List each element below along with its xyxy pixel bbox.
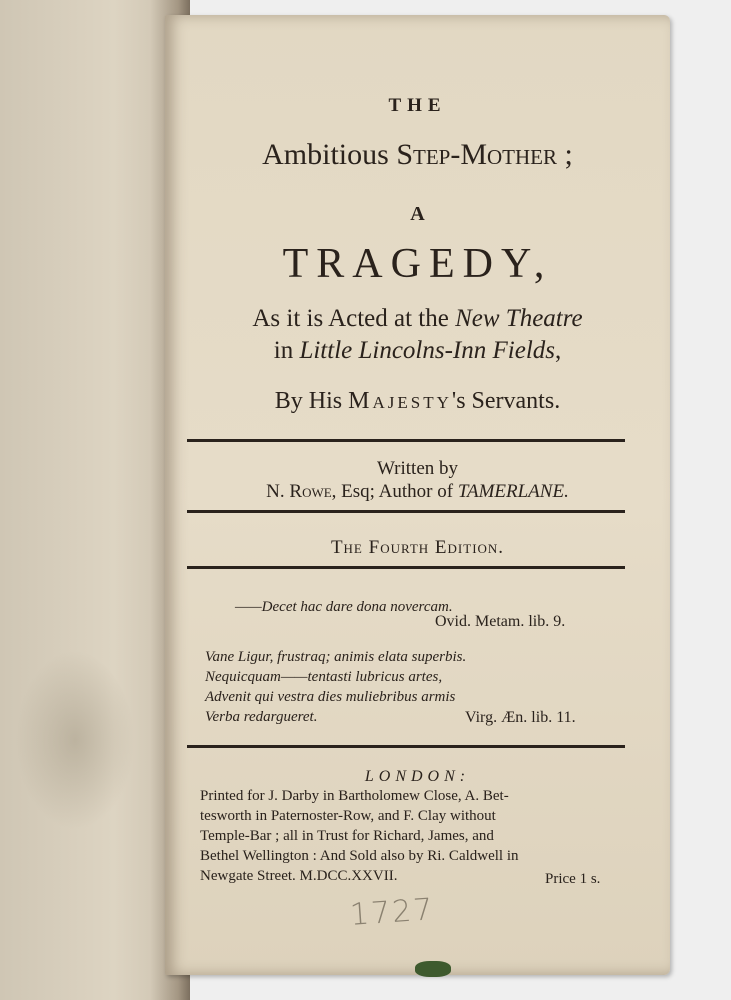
servants-a: By His bbox=[274, 388, 349, 414]
ovid-motto: ——Decet hac dare dona novercam. bbox=[235, 599, 453, 615]
author-a: N. bbox=[266, 481, 290, 502]
acted-line-2-c: , bbox=[555, 337, 562, 364]
servants-c: 's Servants. bbox=[451, 388, 561, 414]
pencil-annotation: 1727 bbox=[348, 892, 436, 933]
play-title-part3: ; bbox=[557, 138, 573, 171]
binding-thread bbox=[415, 961, 451, 977]
ovid-source: Ovid. Metam. lib. 9. bbox=[435, 613, 566, 630]
play-title-part2: Step-Mother bbox=[396, 138, 558, 171]
divider-rule-4 bbox=[187, 745, 625, 748]
title-page bbox=[165, 15, 670, 975]
author-line bbox=[165, 481, 670, 503]
bleed-through-ornament bbox=[15, 650, 135, 830]
title-the: THE bbox=[388, 95, 447, 116]
acted-line-1-a: As it is Acted at the bbox=[252, 305, 456, 332]
play-title bbox=[165, 138, 670, 172]
author-d: TAMERLANE. bbox=[457, 481, 569, 502]
imprint-line: Printed for J. Darby in Bartholomew Close, A. Bet- bbox=[200, 788, 509, 804]
author-b: Rowe bbox=[289, 481, 332, 502]
edition-line: The Fourth Edition. bbox=[330, 537, 505, 558]
acted-line-1 bbox=[165, 305, 670, 333]
acted-line-2-a: in bbox=[273, 337, 300, 364]
genre-tragedy: TRAGEDY, bbox=[282, 241, 553, 287]
author-c: , Esq; Author of bbox=[331, 481, 458, 502]
virgil-source: Virg. Æn. lib. 11. bbox=[465, 709, 576, 726]
verse-line: Nequicquam——tentasti lubricus artes, bbox=[205, 669, 443, 685]
play-title-part1: Ambitious bbox=[262, 138, 397, 171]
imprint-line: tesworth in Paternoster-Row, and F. Clay without bbox=[200, 808, 496, 824]
price: Price 1 s. bbox=[545, 871, 601, 887]
imprint-line: Newgate Street. M.DCC.XXVII. bbox=[200, 868, 398, 884]
verse-line: Vane Ligur, frustraq; animis elata superbis. bbox=[205, 649, 467, 665]
imprint-line: Temple-Bar ; all in Trust for Richard, James, and bbox=[200, 828, 494, 844]
written-by: Written by bbox=[376, 458, 459, 479]
servants-line bbox=[165, 388, 670, 415]
imprint-line: Bethel Wellington : And Sold also by Ri. Caldwell in bbox=[200, 848, 519, 864]
imprint-city: LONDON: bbox=[364, 768, 471, 785]
article-a: A bbox=[410, 203, 425, 225]
acted-line-1-b: New Theatre bbox=[455, 305, 583, 332]
divider-rule-3 bbox=[187, 566, 625, 569]
verse-line: Verba redargueret. bbox=[205, 709, 318, 725]
divider-rule-2 bbox=[187, 510, 625, 513]
acted-line-2 bbox=[165, 337, 670, 365]
servants-b: Majesty bbox=[348, 388, 452, 414]
verse-line: Advenit qui vestra dies muliebribus armis bbox=[205, 689, 456, 705]
divider-rule-1 bbox=[187, 439, 625, 442]
acted-line-2-b: Little Lincolns-Inn Fields bbox=[299, 337, 555, 364]
